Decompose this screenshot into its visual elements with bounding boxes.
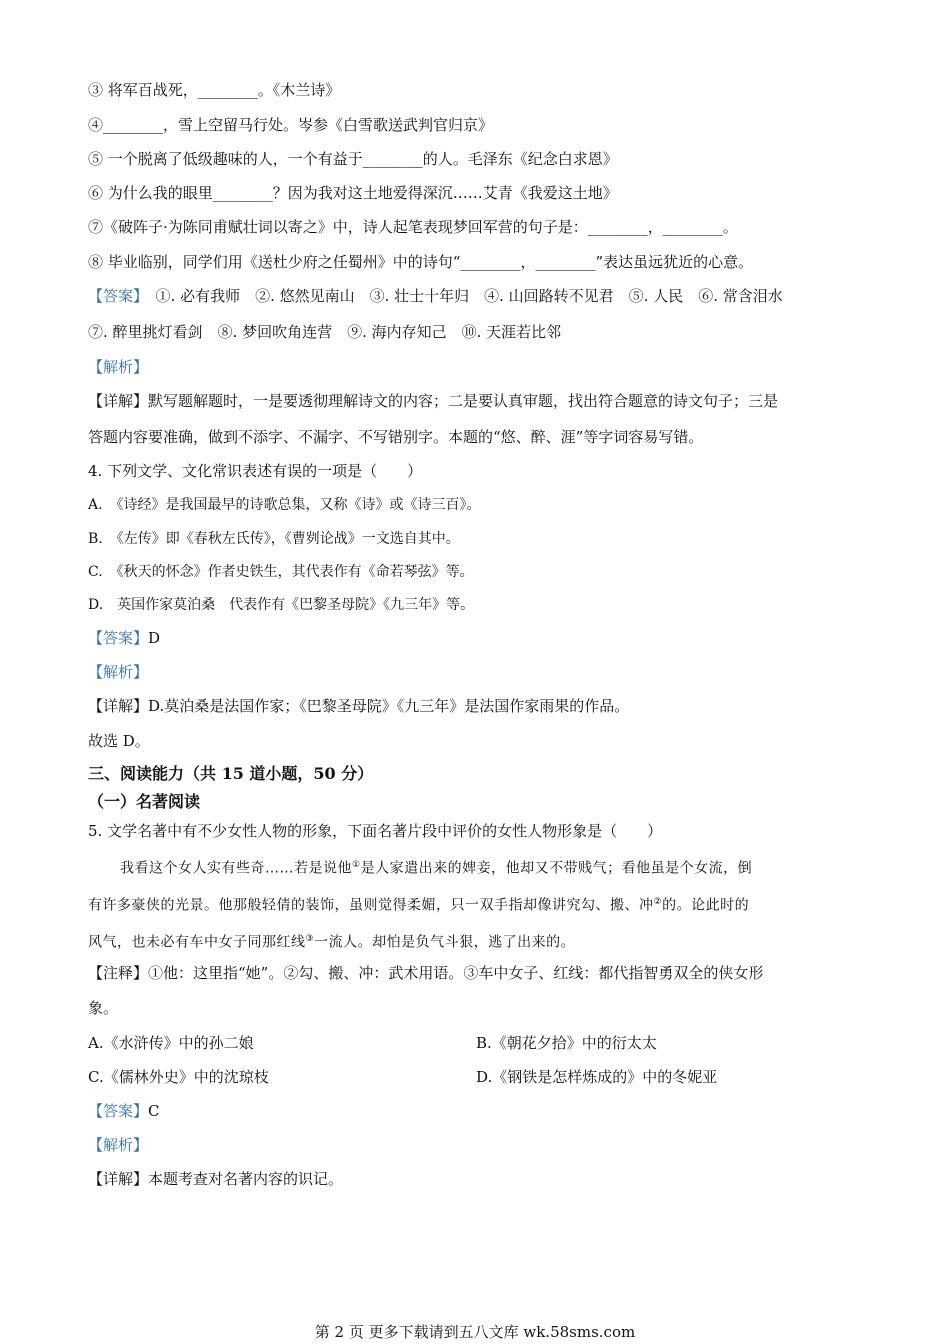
section-3-1-title: （一）名著阅读 — [88, 792, 201, 811]
q5-option-a: A.《水浒传》中的孙二娘 — [88, 1034, 254, 1052]
excerpt-text: 是人家遣出来的婢妾，他却又不带贱气；看他虽是个女流，倒 — [360, 860, 753, 877]
excerpt-text: 的。论此时的 — [662, 897, 750, 914]
footnote-mark: ③ — [305, 934, 315, 944]
q5-note-1: 【注释】①他：这里指“她”。②勾、搬、冲：武术用语。③车中女子、红线：都代指智勇双全的侠女形 — [88, 964, 764, 982]
q4-choose: 故选 D。 — [88, 732, 150, 750]
footnote-mark: ② — [653, 897, 663, 907]
q5-stem: 5. 文学名著中有不少女性人物的形象，下面名著片段中评价的女性人物形象是（ ） — [88, 822, 663, 840]
section-3-title: 三、阅读能力（共 15 道小题，50 分） — [88, 764, 374, 783]
q4-answer — [88, 628, 878, 648]
q4-analysis-tag: 【解析】 — [88, 663, 149, 681]
q3-item-8: ⑧ 毕业临别，同学们用《送杜少府之任蜀州》中的诗句“________，________”表达虽远犹近的心意。 — [88, 253, 754, 271]
answer-tag: 【答案】 — [88, 1102, 149, 1120]
q3-answer-text-1: ①. 必有我师 ②. 悠然见南山 ③. 壮士十年归 ④. 山回路转不见君 ⑤. 人民 ⑥. 常含泪水 — [155, 287, 783, 305]
q4-detail: 【详解】D.莫泊桑是法国作家；《巴黎圣母院》《九三年》是法国作家雨果的作品。 — [88, 697, 630, 715]
q5-excerpt-line-1 — [120, 855, 910, 879]
q4-answer-value: D — [148, 629, 161, 647]
answer-tag: 【答案】 — [88, 287, 141, 305]
q4-stem: 4. 下列文学、文化常识表述有误的一项是（ ） — [88, 462, 423, 480]
answer-tag: 【答案】 — [88, 629, 149, 647]
q3-item-3: ③ 将军百战死，________。《木兰诗》 — [88, 81, 341, 99]
q5-note-2: 象。 — [88, 999, 119, 1017]
q3-answer-line-2: ⑦. 醉里挑灯看剑 ⑧. 梦回吹角连营 ⑨. 海内存知己 ⑩. 天涯若比邻 — [88, 323, 562, 341]
q5-option-d: D.《钢铁是怎样炼成的》中的冬妮亚 — [476, 1068, 718, 1086]
q3-analysis-tag: 【解析】 — [88, 358, 149, 376]
q5-option-b: B.《朝花夕拾》中的衍太太 — [476, 1034, 657, 1052]
excerpt-text: 一流人。却怕是负气斗狠，逃了出来的。 — [314, 934, 576, 951]
q5-excerpt-line-2 — [88, 892, 878, 916]
q4-option-b: B. 《左传》即《春秋左氏传》，《曹刿论战》一文选自其中。 — [88, 531, 460, 547]
q5-option-c: C.《儒林外史》中的沈琼枝 — [88, 1068, 269, 1086]
page-footer: 第 2 页 更多下载请到五八文库 wk.58sms.com — [314, 1323, 636, 1341]
q5-answer-value: C — [148, 1102, 160, 1120]
q3-answer — [88, 286, 878, 306]
q5-excerpt-line-3 — [88, 929, 878, 953]
q5-detail: 【详解】本题考查对名著内容的识记。 — [88, 1170, 344, 1188]
q3-item-4: ④________，雪上空留马行处。岑参《白雪歌送武判官归京》 — [88, 116, 494, 134]
q3-item-5: ⑤ 一个脱离了低级趣味的人，一个有益于________的人。毛泽东《纪念白求恩》 — [88, 150, 618, 168]
excerpt-text: 风气，也未必有车中女子同那红线 — [88, 934, 306, 951]
q3-item-7: ⑦《破阵子·为陈同甫赋壮词以寄之》中，诗人起笔表现梦回军营的句子是：________，________。 — [88, 218, 738, 236]
q4-option-c: C. 《秋天的怀念》作者史铁生，其代表作有《命若琴弦》等。 — [88, 564, 474, 580]
q3-item-6: ⑥ 为什么我的眼里________？因为我对这土地爱得深沉……艾青《我爱这土地》 — [88, 184, 618, 202]
q3-detail-1: 【详解】默写题解题时，一是要透彻理解诗文的内容；二是要认真审题，找出符合题意的诗文句子；三是 — [88, 392, 779, 410]
excerpt-text: 有许多豪侠的光景。他那般轻倩的装饰，虽则觉得柔媚，只一双手指却像讲究勾、搬、冲 — [88, 897, 654, 914]
excerpt-text: 我看这个女人实有些奇……若是说他 — [120, 860, 352, 877]
q4-option-a: A. 《诗经》是我国最早的诗歌总集，又称《诗》或《诗三百》。 — [88, 497, 481, 513]
q5-answer — [88, 1101, 878, 1121]
q3-detail-2: 答题内容要准确，做到不添字、不漏字、不写错别字。本题的“悠、醉、涯”等字词容易写错。 — [88, 428, 704, 446]
footnote-mark: ① — [352, 860, 361, 870]
q5-analysis-tag: 【解析】 — [88, 1136, 149, 1154]
q4-option-d: D. 英国作家莫泊桑 代表作有《巴黎圣母院》《九三年》等。 — [88, 597, 475, 613]
